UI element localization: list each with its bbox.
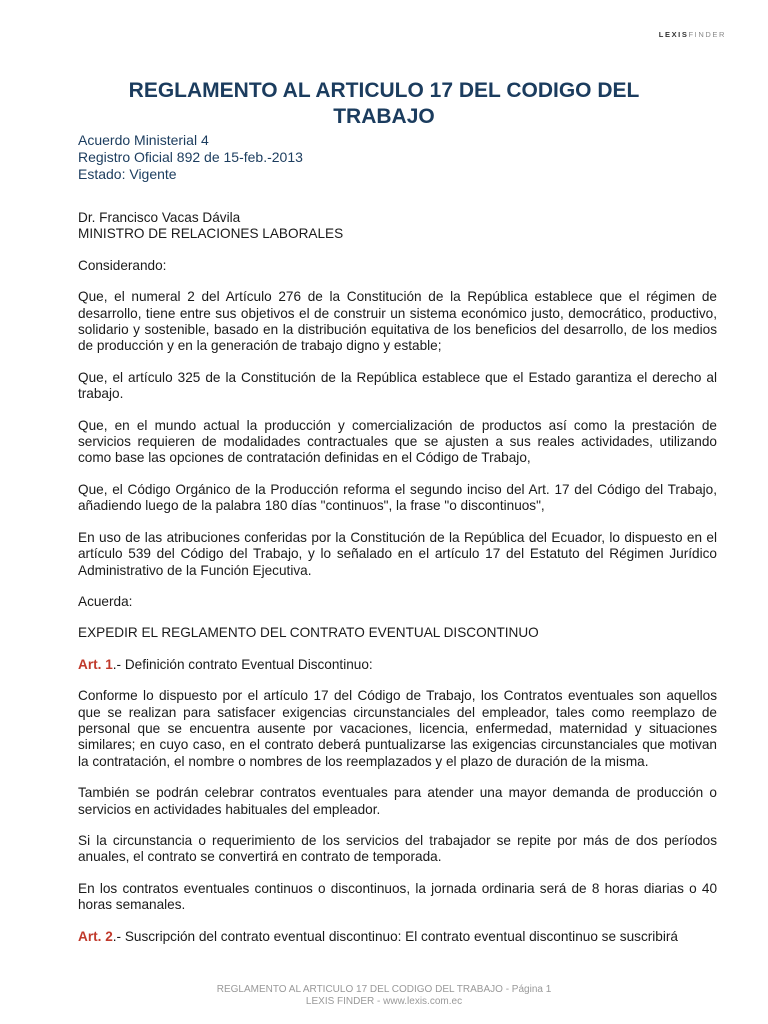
article-1-paragraph-2: También se podrán celebrar contratos eventuales para atender una mayor demanda de producción o servicios en actividades habituales del empleador. <box>78 785 717 817</box>
article-1-label: Art. 1 <box>78 656 113 672</box>
paragraph-considerando-2: Que, el artículo 325 de la Constitución de la República establece que el Estado garantiza el derecho al trabajo. <box>78 369 717 402</box>
article-1-paragraph-3: Si la circunstancia o requerimiento de los servicios del trabajador se repite por más de dos períodos anuales, el contrato se convertirá en contrato de temporada. <box>78 832 717 865</box>
footer-document-page: REGLAMENTO AL ARTICULO 17 DEL CODIGO DEL TRABAJO - Página 1 <box>216 984 552 995</box>
meta-acuerdo: Acuerdo Ministerial 4 <box>78 132 209 148</box>
paragraph-considerando-4: Que, el Código Orgánico de la Producción reforma el segundo inciso del Art. 17 del Código del Trabajo, añadiendo luego de la palabra 180 días "continuos", la frase "o discontinuos", <box>78 481 717 514</box>
paragraph-considerando-3: Que, en el mundo actual la producción y comercialización de productos así como la prestación de servicios requieren de modalidades contractuales que se ajusten a sus reales actividades, utilizando como base las opciones de contratación definidas en el Código de Trabajo, <box>78 417 717 466</box>
meta-estado: Estado: Vigente <box>78 166 177 182</box>
article-1-paragraph-4: En los contratos eventuales continuos o discontinuos, la jornada ordinaria será de 8 horas diarias o 40 horas semanales. <box>78 880 717 913</box>
article-2-label: Art. 2 <box>78 928 113 944</box>
document-meta <box>78 132 303 183</box>
brand-logo-part2: FINDER <box>688 30 726 39</box>
document-title: REGLAMENTO AL ARTICULO 17 DEL CODIGO DEL TRABAJO <box>128 79 640 128</box>
document-body <box>78 210 717 960</box>
acuerda-heading: Acuerda: <box>78 593 133 609</box>
article-1-title: .- Definición contrato Eventual Discontinuo: <box>112 656 373 672</box>
considerando-heading: Considerando: <box>78 257 167 273</box>
meta-registro: Registro Oficial 892 de 15-feb.-2013 <box>78 149 303 165</box>
signer-name: Dr. Francisco Vacas Dávila <box>78 210 241 225</box>
expedir-heading: EXPEDIR EL REGLAMENTO DEL CONTRATO EVENTUAL DISCONTINUO <box>78 625 539 641</box>
article-2-heading <box>78 929 717 945</box>
page-footer <box>0 984 768 1007</box>
footer-source: LEXIS FINDER - www.lexis.com.ec <box>305 995 463 1007</box>
article-2-text: .- Suscripción del contrato eventual discontinuo: El contrato eventual discontinuo se suscribirá <box>112 928 678 944</box>
article-1-paragraph-1: Conforme lo dispuesto por el artículo 17 del Código de Trabajo, los Contratos eventuales son aquellos que se realizan para satisfacer exigencias circunstanciales del empleador, tales como reemplazo de personal que se encuentra ausente por vacaciones, licencia, enfermedad, maternidad y situaciones similares; en cuyo caso, en el contrato deberá puntualizarse las exigencias circunstanciales que motivan la contratación, el nombre o nombres de los reemplazados y el plazo de duración de la misma. <box>78 688 717 769</box>
paragraph-considerando-1: Que, el numeral 2 del Artículo 276 de la Constitución de la República establece que el régimen de desarrollo, tiene entre sus objetivos el de construir un sistema económico justo, democrático, productivo, solidario y sostenible, basado en la distribución equitativa de los beneficios del desarrollo, de los medios de producción y en la generación de trabajo digno y estable; <box>78 289 717 354</box>
brand-logo <box>659 30 726 39</box>
paragraph-considerando-5: En uso de las atribuciones conferidas por la Constitución de la República del Ecuador, lo dispuesto en el artículo 539 del Código del Trabajo, y lo señalado en el artículo 17 del Estatuto del Régimen Jurídico Administrativo de la Función Ejecutiva. <box>78 529 717 578</box>
article-1-heading <box>78 657 717 673</box>
signer-role: MINISTRO DE RELACIONES LABORALES <box>78 226 344 242</box>
brand-logo-part1: LEXIS <box>658 30 689 39</box>
